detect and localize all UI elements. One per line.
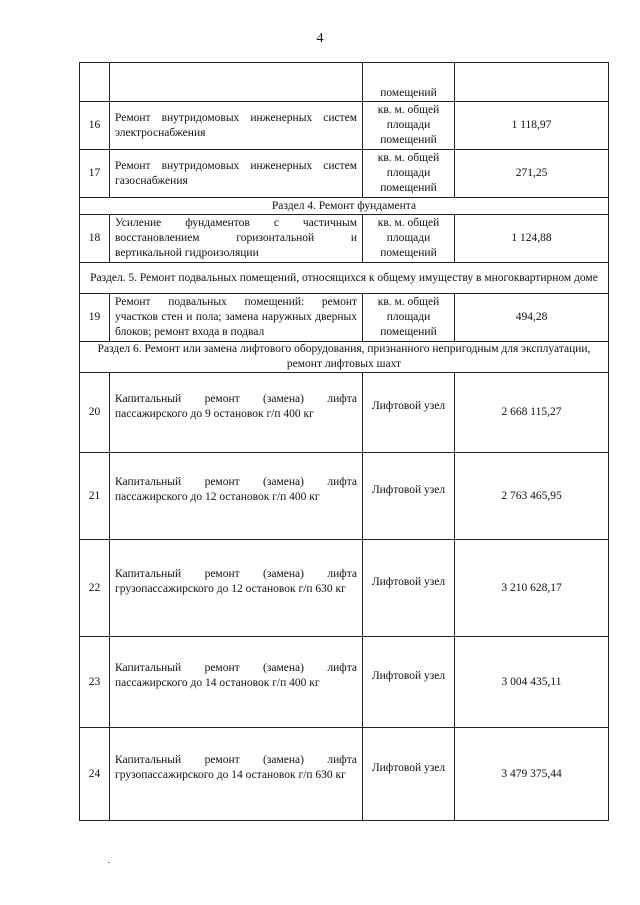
row-number: 18 <box>80 215 110 263</box>
price-cell: 3 210 628,17 <box>455 540 609 637</box>
table-row <box>80 453 609 540</box>
unit-cell: кв. м. общей площади помещений <box>363 215 455 263</box>
unit-cell: кв. м. общей площади помещений <box>363 102 455 150</box>
work-name: Усиление фундаментов с частичным восстановлением горизонтальной и вертикальной гидроизоляции <box>110 215 363 263</box>
price-cell: 3 004 435,11 <box>455 637 609 728</box>
unit-cell: Лифтовой узел <box>363 637 455 728</box>
table-row <box>80 294 609 342</box>
page-number: 4 <box>316 31 324 46</box>
row-number: 23 <box>80 637 110 728</box>
section-title: Раздел. 5. Ремонт подвальных помещений, относящихся к общему имуществу в многоквартирном доме <box>80 263 609 294</box>
work-name <box>110 63 363 102</box>
table-row <box>80 102 609 150</box>
price-cell: 3 479 375,44 <box>455 728 609 821</box>
unit-cell: Лифтовой узел <box>363 728 455 821</box>
row-number: 17 <box>80 150 110 198</box>
row-number: 16 <box>80 102 110 150</box>
table-row <box>80 540 609 637</box>
unit-cell: кв. м. общей площади помещений <box>363 294 455 342</box>
unit-cell: Лифтовой узел <box>363 373 455 453</box>
work-name: Капитальный ремонт (замена) лифта пассажирского до 12 остановок г/п 400 кг <box>110 453 363 540</box>
row-number: 19 <box>80 294 110 342</box>
row-number: 24 <box>80 728 110 821</box>
table-row <box>80 215 609 263</box>
row-number: 20 <box>80 373 110 453</box>
work-name: Капитальный ремонт (замена) лифта пассажирского до 14 остановок г/п 400 кг <box>110 637 363 728</box>
work-name: Ремонт подвальных помещений: ремонт участков стен и пола; замена наружных дверных блоков; ремонт входа в подвал <box>110 294 363 342</box>
price-table <box>79 62 609 821</box>
table-row <box>80 373 609 453</box>
section-title: Раздел 6. Ремонт или замена лифтового оборудования, признанного непригодным для эксплуатации, ремонт лифтовых шахт <box>80 342 609 373</box>
table-row <box>80 728 609 821</box>
unit-cell: Лифтовой узел <box>363 453 455 540</box>
row-number: 22 <box>80 540 110 637</box>
price-cell: 271,25 <box>455 150 609 198</box>
work-name: Капитальный ремонт (замена) лифта пассажирского до 9 остановок г/п 400 кг <box>110 373 363 453</box>
price-cell: 2 668 115,27 <box>455 373 609 453</box>
price-cell: 494,28 <box>455 294 609 342</box>
row-number <box>80 63 110 102</box>
unit-cell: кв. м. общей площади помещений <box>363 150 455 198</box>
unit-cell: Лифтовой узел <box>363 540 455 637</box>
section-header <box>80 198 609 215</box>
table-row <box>80 637 609 728</box>
row-number: 21 <box>80 453 110 540</box>
section-header <box>80 263 609 294</box>
work-name: Капитальный ремонт (замена) лифта грузопассажирского до 12 остановок г/п 630 кг <box>110 540 363 637</box>
unit-cell: помещений <box>363 63 455 102</box>
price-cell <box>455 63 609 102</box>
table-row <box>80 63 609 102</box>
section-title: Раздел 4. Ремонт фундамента <box>80 198 609 215</box>
scan-speck <box>108 862 110 863</box>
table-row <box>80 150 609 198</box>
work-name: Ремонт внутридомовых инженерных систем электроснабжения <box>110 102 363 150</box>
price-cell: 1 124,88 <box>455 215 609 263</box>
price-cell: 1 118,97 <box>455 102 609 150</box>
work-name: Капитальный ремонт (замена) лифта грузопассажирского до 14 остановок г/п 630 кг <box>110 728 363 821</box>
work-name: Ремонт внутридомовых инженерных систем газоснабжения <box>110 150 363 198</box>
price-cell: 2 763 465,95 <box>455 453 609 540</box>
section-header <box>80 342 609 373</box>
